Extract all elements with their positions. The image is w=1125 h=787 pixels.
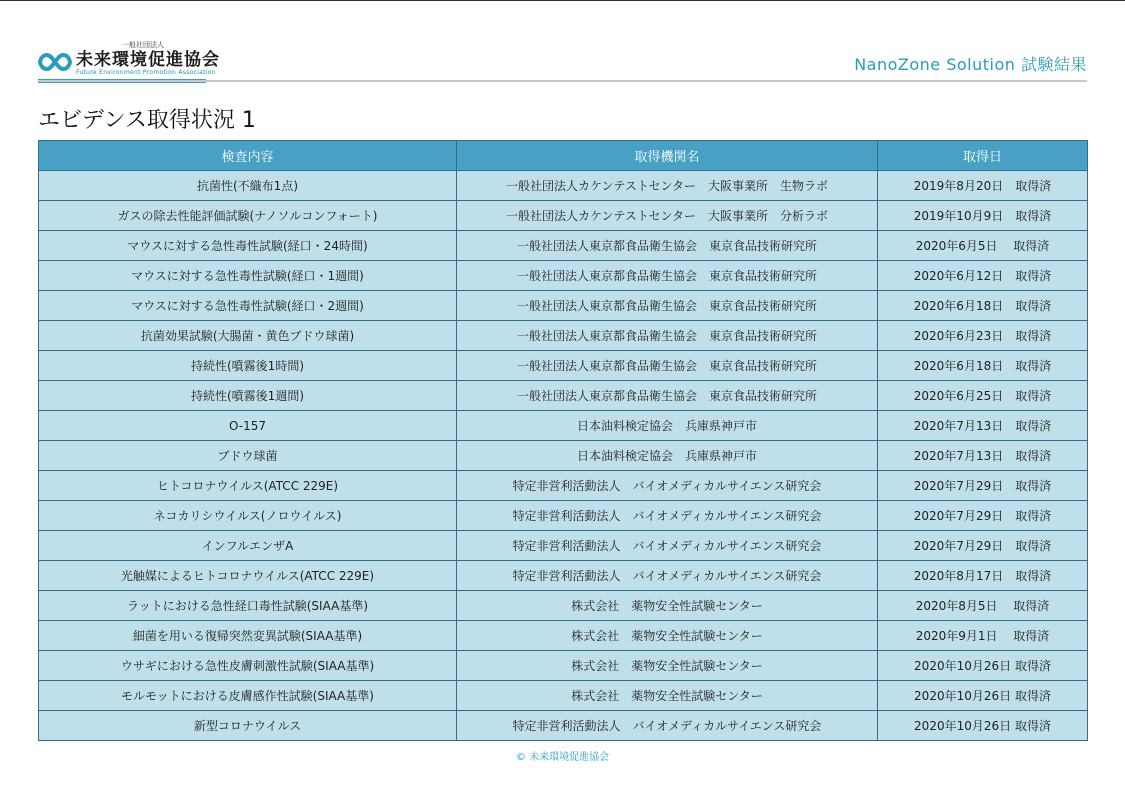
logo-text (76, 40, 220, 76)
cell-test: O-157 (39, 411, 457, 441)
infinity-logo-icon (38, 50, 72, 74)
cell-date: 2020年6月12日 取得済 (878, 261, 1088, 291)
cell-organization: 特定非営利活動法人 バイオメディカルサイエンス研究会 (457, 711, 878, 741)
table-row (39, 351, 1088, 381)
table-header-row (39, 141, 1088, 171)
logo-main-text: 未来環境促進協会 (76, 50, 220, 70)
cell-organization: 一般社団法人カケンテストセンター 大阪事業所 分析ラボ (457, 201, 878, 231)
cell-date: 2020年10月26日 取得済 (878, 651, 1088, 681)
cell-organization: 特定非営利活動法人 バイオメディカルサイエンス研究会 (457, 471, 878, 501)
table-row (39, 261, 1088, 291)
logo-small-text: 一般社団法人 (122, 41, 164, 49)
cell-date: 2020年6月5日 取得済 (878, 231, 1088, 261)
cell-date: 2019年10月9日 取得済 (878, 201, 1088, 231)
table-row (39, 561, 1088, 591)
cell-organization: 株式会社 薬物安全性試験センター (457, 681, 878, 711)
cell-test: マウスに対する急性毒性試験(経口・24時間) (39, 231, 457, 261)
table-row (39, 441, 1088, 471)
table-row (39, 651, 1088, 681)
table-row (39, 231, 1088, 261)
cell-date: 2019年8月20日 取得済 (878, 171, 1088, 201)
cell-test: マウスに対する急性毒性試験(経口・1週間) (39, 261, 457, 291)
cell-organization: 特定非営利活動法人 バイオメディカルサイエンス研究会 (457, 501, 878, 531)
cell-date: 2020年6月23日 取得済 (878, 321, 1088, 351)
header-divider (38, 80, 1087, 82)
table-row (39, 711, 1088, 741)
cell-date: 2020年8月17日 取得済 (878, 561, 1088, 591)
top-rule (0, 0, 1125, 1)
cell-date: 2020年7月29日 取得済 (878, 501, 1088, 531)
column-header-test: 検査内容 (39, 141, 457, 171)
cell-organization: 一般社団法人東京都食品衛生協会 東京食品技術研究所 (457, 381, 878, 411)
column-header-date: 取得日 (878, 141, 1088, 171)
cell-date: 2020年6月18日 取得済 (878, 291, 1088, 321)
cell-organization: 一般社団法人東京都食品衛生協会 東京食品技術研究所 (457, 291, 878, 321)
table-row (39, 591, 1088, 621)
cell-test: ブドウ球菌 (39, 441, 457, 471)
cell-test: ウサギにおける急性皮膚刺激性試験(SIAA基準) (39, 651, 457, 681)
logo-english-text: Future Environment Promotion Association (76, 69, 216, 76)
cell-test: インフルエンザA (39, 531, 457, 561)
cell-date: 2020年7月29日 取得済 (878, 531, 1088, 561)
cell-test: ネコカリシウイルス(ノロウイルス) (39, 501, 457, 531)
table-row (39, 411, 1088, 441)
cell-date: 2020年7月13日 取得済 (878, 441, 1088, 471)
cell-organization: 一般社団法人東京都食品衛生協会 東京食品技術研究所 (457, 351, 878, 381)
cell-date: 2020年6月18日 取得済 (878, 351, 1088, 381)
cell-organization: 日本油料検定協会 兵庫県神戸市 (457, 441, 878, 471)
table-row (39, 291, 1088, 321)
cell-date: 2020年7月13日 取得済 (878, 411, 1088, 441)
table-row (39, 531, 1088, 561)
logo (38, 36, 220, 76)
section-title: エビデンス取得状況 1 (38, 108, 256, 133)
table-row (39, 321, 1088, 351)
footer-copyright: © 未来環境促進協会 (515, 752, 610, 763)
cell-test: 光触媒によるヒトコロナウイルス(ATCC 229E) (39, 561, 457, 591)
cell-test: ヒトコロナウイルス(ATCC 229E) (39, 471, 457, 501)
cell-date: 2020年10月26日 取得済 (878, 681, 1088, 711)
cell-organization: 株式会社 薬物安全性試験センター (457, 591, 878, 621)
cell-test: 新型コロナウイルス (39, 711, 457, 741)
table-row (39, 381, 1088, 411)
table-row (39, 621, 1088, 651)
cell-test: マウスに対する急性毒性試験(経口・2週間) (39, 291, 457, 321)
evidence-table (38, 140, 1088, 741)
cell-organization: 特定非営利活動法人 バイオメディカルサイエンス研究会 (457, 531, 878, 561)
cell-date: 2020年10月26日 取得済 (878, 711, 1088, 741)
cell-test: 持続性(噴霧後1時間) (39, 351, 457, 381)
table-row (39, 471, 1088, 501)
cell-date: 2020年9月1日 取得済 (878, 621, 1088, 651)
table-body (39, 171, 1088, 741)
table-row (39, 171, 1088, 201)
cell-organization: 一般社団法人東京都食品衛生協会 東京食品技術研究所 (457, 231, 878, 261)
cell-test: ガスの除去性能評価試験(ナノソルコンフォート) (39, 201, 457, 231)
table-row (39, 501, 1088, 531)
cell-test: 持続性(噴霧後1週間) (39, 381, 457, 411)
table-row (39, 681, 1088, 711)
cell-organization: 一般社団法人東京都食品衛生協会 東京食品技術研究所 (457, 321, 878, 351)
cell-organization: 一般社団法人カケンテストセンター 大阪事業所 生物ラボ (457, 171, 878, 201)
cell-date: 2020年8月5日 取得済 (878, 591, 1088, 621)
cell-organization: 株式会社 薬物安全性試験センター (457, 651, 878, 681)
cell-organization: 日本油料検定協会 兵庫県神戸市 (457, 411, 878, 441)
cell-test: モルモットにおける皮膚感作性試験(SIAA基準) (39, 681, 457, 711)
cell-organization: 株式会社 薬物安全性試験センター (457, 621, 878, 651)
cell-date: 2020年7月29日 取得済 (878, 471, 1088, 501)
page-header (38, 30, 1087, 82)
cell-test: 抗菌性(不織布1点) (39, 171, 457, 201)
table-row (39, 201, 1088, 231)
column-header-organization: 取得機関名 (457, 141, 878, 171)
cell-organization: 一般社団法人東京都食品衛生協会 東京食品技術研究所 (457, 261, 878, 291)
cell-organization: 特定非営利活動法人 バイオメディカルサイエンス研究会 (457, 561, 878, 591)
cell-date: 2020年6月25日 取得済 (878, 381, 1088, 411)
cell-test: ラットにおける急性経口毒性試験(SIAA基準) (39, 591, 457, 621)
document-title: NanoZone Solution 試験結果 (854, 55, 1087, 74)
cell-test: 抗菌効果試験(大腸菌・黄色ブドウ球菌) (39, 321, 457, 351)
cell-test: 細菌を用いる復帰突然変異試験(SIAA基準) (39, 621, 457, 651)
